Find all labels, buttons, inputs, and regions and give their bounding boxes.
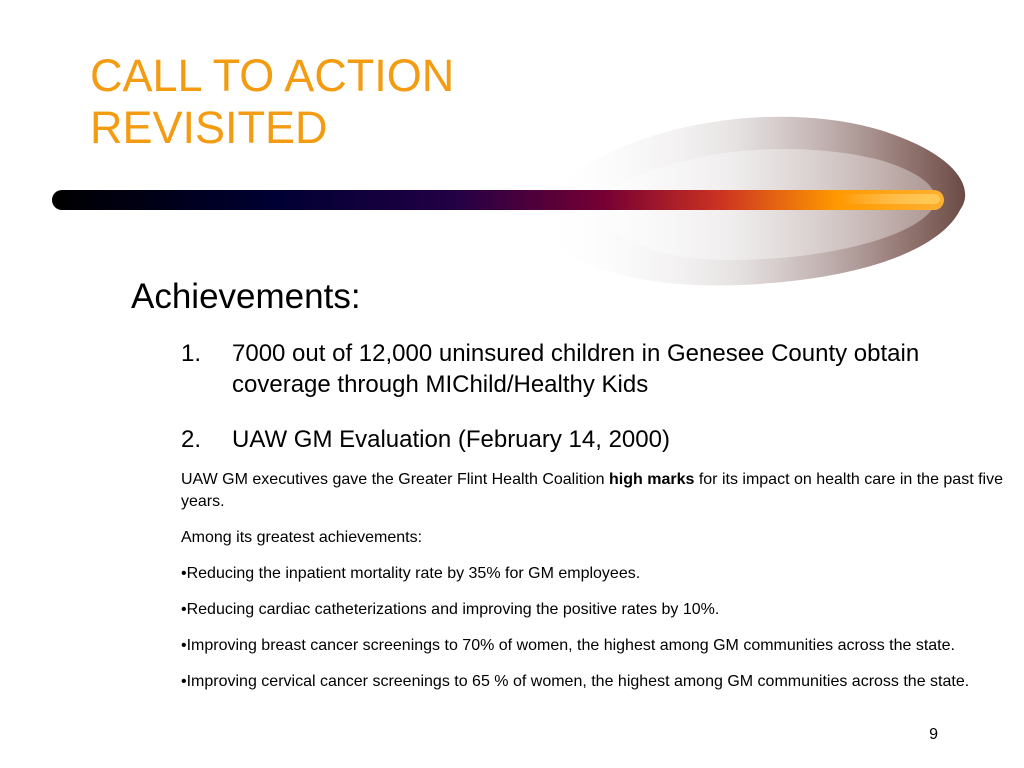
achievements-heading: Achievements:	[131, 277, 361, 316]
evaluation-details	[181, 469, 1011, 707]
page-number: 9	[929, 726, 938, 743]
paragraph-bold-text: high marks	[609, 471, 695, 488]
slide-title-line-1: CALL TO ACTION	[90, 50, 455, 101]
list-item-text: UAW GM Evaluation (February 14, 2000)	[232, 426, 670, 453]
paragraph-text-before: UAW GM executives gave the Greater Flint Health Coalition	[181, 471, 610, 488]
paragraph-text-after: for its impact on health care in the past five years.	[181, 471, 1003, 510]
list-item	[181, 424, 981, 455]
list-item	[181, 338, 981, 400]
achievements-intro: Among its greatest achievements:	[181, 529, 423, 546]
list-item-number: 1.	[181, 340, 202, 367]
bullet-item: •Reducing cardiac catheterizations and improving the positive rates by 10%.	[181, 601, 720, 618]
list-item-text: 7000 out of 12,000 uninsured children in Genesee County obtain coverage through MIChild/Healthy Kids	[232, 340, 920, 398]
list-item-number: 2.	[181, 426, 202, 453]
bullet-item: •Improving cervical cancer screenings to 65 % of women, the highest among GM communities across the state.	[181, 673, 970, 690]
bullet-item: •Reducing the inpatient mortality rate by 35% for GM employees.	[181, 565, 641, 582]
bullet-item: •Improving breast cancer screenings to 70% of women, the highest among GM communities across the state.	[181, 637, 955, 654]
slide-title-line-2: REVISITED	[90, 102, 328, 153]
decorative-swoosh	[0, 100, 1024, 300]
evaluation-paragraph	[181, 469, 1011, 513]
achievements-list	[181, 338, 981, 479]
